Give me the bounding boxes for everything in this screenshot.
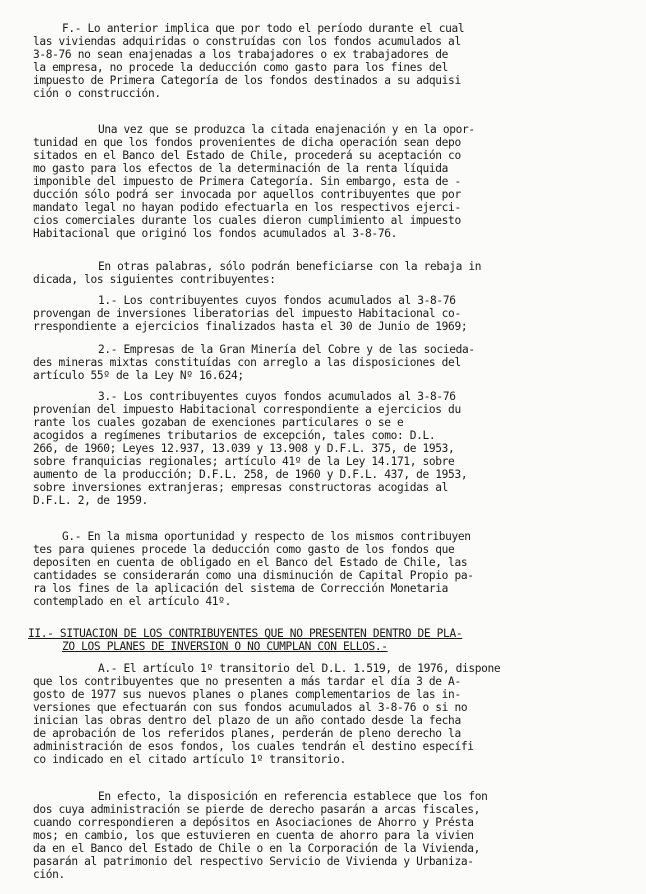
text-line: G.- En la misma oportunidad y respecto de los mismos contribuyen — [62, 530, 471, 543]
text-line: versiones que efectuarán con sus fondos acumulados al 3-8-76 o si no — [33, 701, 468, 714]
text-line: 2.- Empresas de la Gran Minería del Cobre y de las socieda- — [98, 343, 475, 356]
text-line: A.- El artículo 1º transitorio del D.L. 1.519, de 1976, dispone — [98, 662, 501, 675]
text-line: cios comerciales durante los cuales dieron cumplimiento al impuesto — [33, 214, 461, 227]
text-line: 3.- Los contribuyentes cuyos fondos acumulados al 3-8-76 — [98, 390, 456, 403]
text-line: cantidades se considerarán como una disminución de Capital Propio pa- — [33, 569, 474, 582]
text-line: gosto de 1977 sus nuevos planes o planes complementarios de las in- — [33, 688, 461, 701]
text-line: inician las obras dentro del plazo de un año contado desde la fecha — [33, 714, 461, 727]
text-line: la empresa, no procede la deducción como gasto para los fines del — [33, 61, 449, 74]
text-line: impuesto de Primera Categoría de los fondos destinados a su adquisi — [33, 74, 461, 87]
text-line: En otras palabras, sólo podrán beneficiarse con la rebaja in — [98, 260, 482, 273]
text-line: tes para quienes procede la deducción como gasto de los fondos que — [33, 543, 455, 556]
text-line: cuando correspondieren a depósitos en Asociaciones de Ahorro y Présta — [33, 816, 474, 829]
text-line: imponible del impuesto de Primera Categoría. Sin embargo, esta de - — [33, 175, 461, 188]
text-line: ducción sólo podrá ser invocada por aquellos contribuyentes que por — [33, 188, 461, 201]
text-line: provenían del impuesto Habitacional correspondiente a ejercicios du — [33, 403, 461, 416]
text-line: 1.- Los contribuyentes cuyos fondos acumulados al 3-8-76 — [98, 294, 456, 307]
text-line: sobre inversiones extranjeras; empresas constructoras acogidas al — [33, 481, 449, 494]
text-line: sobre franquicias regionales; artículo 41º de la Ley 14.171, sobre — [33, 455, 455, 468]
text-line: ra los fines de la aplicación del sistema de Corrección Monetaria — [33, 582, 449, 595]
text-line: de aprobación de los referidos planes, perderán de pleno derecho la — [33, 727, 461, 740]
text-line: mos; en cambio, los que estuvieren en cuenta de ahorro para la vivien — [33, 829, 474, 842]
section-title-line: II.- SITUACION DE LOS CONTRIBUYENTES QUE NO PRESENTEN DENTRO DE PLA- — [28, 627, 463, 640]
text-line: artículo 55º de la Ley Nº 16.624; — [33, 369, 244, 382]
text-line: aumento de la producción; D.F.L. 258, de 1960 y D.F.L. 437, de 1953, — [33, 468, 468, 481]
text-line: 3-8-76 no sean enajenadas a los trabajadores o ex trabajadores de — [33, 48, 449, 61]
text-line: contemplado en el artículo 41º. — [33, 595, 231, 608]
text-line: dicada, los siguientes contribuyentes: — [33, 273, 276, 286]
text-line: Habitacional que originó los fondos acumulados al 3-8-76. — [33, 227, 397, 240]
text-line: 266, de 1960; Leyes 12.937, 13.039 y 13.908 y D.F.L. 375, de 1953, — [33, 442, 455, 455]
text-line: D.F.L. 2, de 1959. — [33, 494, 148, 507]
text-line: da en el Banco del Estado de Chile o en la Corporación de la Vivienda, — [33, 842, 480, 855]
text-line: dos cuya administración se pierde de derecho pasarán a arcas fiscales, — [33, 803, 480, 816]
text-line: mandato legal no hayan podido efectuarla en los respectivos ejerci- — [33, 201, 461, 214]
text-line: des mineras mixtas constituídas con arreglo a las disposiciones del — [33, 356, 461, 369]
text-line: mo gasto para los efectos de la determinación de la renta líquida — [33, 162, 449, 175]
section-title-line: ZO LOS PLANES DE INVERSION O NO CUMPLAN CON ELLOS.- — [62, 640, 388, 653]
text-line: ción. — [33, 868, 65, 881]
text-line: Una vez que se produzca la citada enajenación y en la opor- — [98, 123, 475, 136]
text-line: rrespondiente a ejercicios finalizados hasta el 30 de Junio de 1969; — [33, 320, 468, 333]
text-line: acogidos a regímenes tributarios de excepción, tales como: D.L. — [33, 429, 436, 442]
text-line: co indicado en el citado artículo 1º transitorio. — [33, 753, 346, 766]
text-line: depositen en cuenta de obligado en el Banco del Estado de Chile, las — [33, 556, 468, 569]
text-line: administración de esos fondos, los cuales tendrán el destino específi — [33, 740, 474, 753]
text-line: ción o construcción. — [33, 87, 161, 100]
text-line: sitados en el Banco del Estado de Chile, procederá su aceptación co — [33, 149, 461, 162]
text-line: las viviendas adquiridas o construídas con los fondos acumulados al — [33, 35, 461, 48]
text-line: que los contribuyentes que no presenten a más tardar el día 3 de A- — [33, 675, 461, 688]
text-line: tunidad en que los fondos provenientes de dicha operación sean depo — [33, 136, 461, 149]
text-line: provengan de inversiones liberatorias del impuesto Habitacional co- — [33, 307, 461, 320]
text-line: pasarán al patrimonio del respectivo Servicio de Vivienda y Urbaniza- — [33, 855, 474, 868]
text-line: F.- Lo anterior implica que por todo el período durante el cual — [62, 22, 465, 35]
text-line: En efecto, la disposición en referencia establece que los fon — [98, 790, 488, 803]
text-line: rante los cuales gozaban de exenciones particulares o se e — [33, 416, 404, 429]
